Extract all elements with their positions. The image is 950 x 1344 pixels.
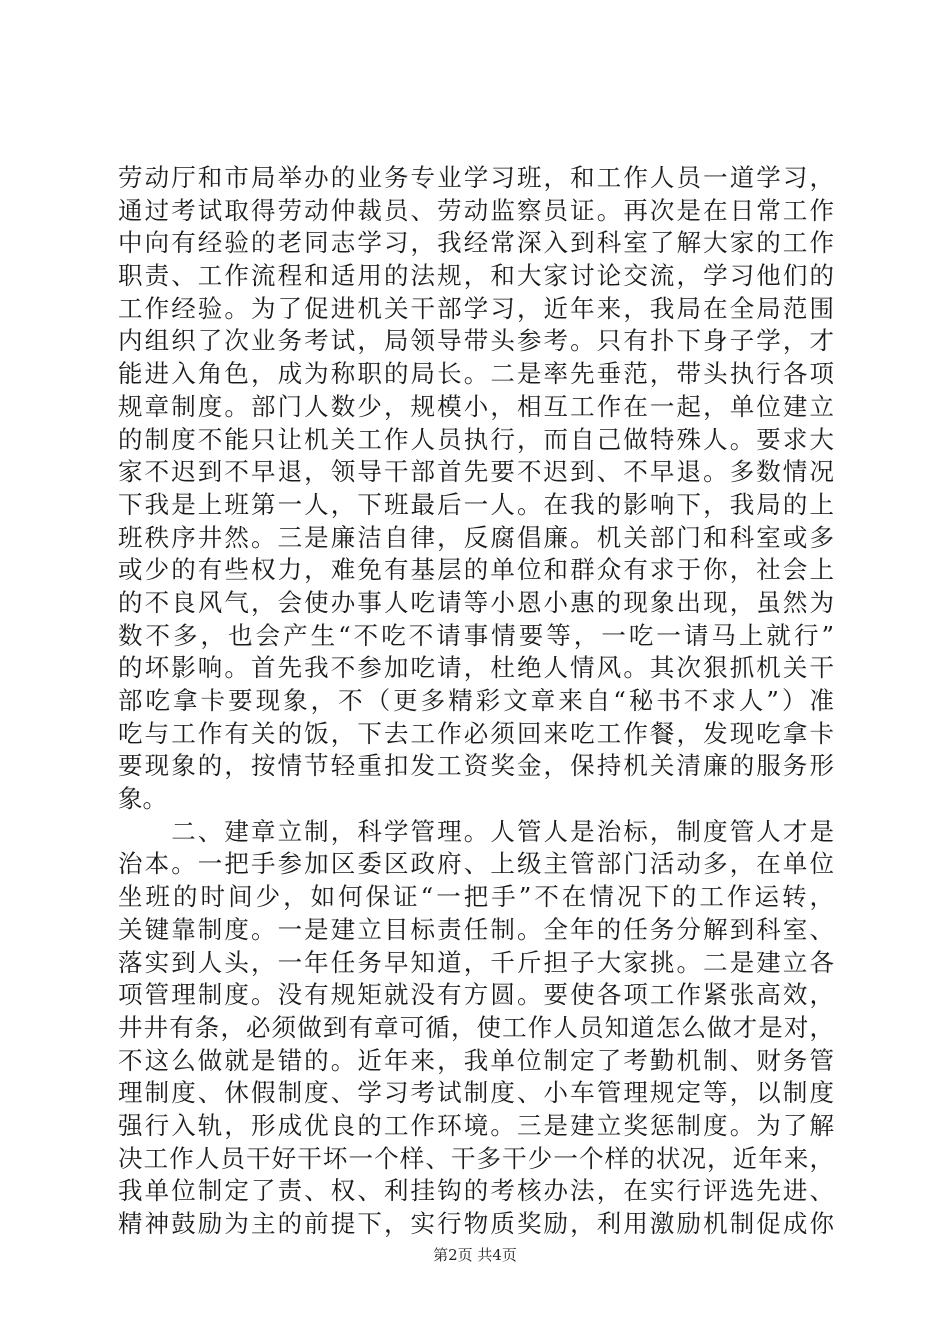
text-line: 项管理制度。没有规矩就没有方圆。要使各项工作紧张高效，	[118, 980, 834, 1010]
text-line: 坐班的时间少，如何保证“一把手”不在情况下的工作运转，	[118, 882, 834, 912]
text-line: 职责、工作流程和适用的法规，和大家讨论交流，学习他们的	[118, 261, 834, 291]
text-line: 决工作人员干好干坏一个样、干多干少一个样的状况，近年来，	[118, 1143, 834, 1173]
text-line: 部吃拿卡要现象，不（更多精彩文章来自“秘书不求人”）准	[118, 686, 834, 715]
text-line: 中向有经验的老同志学习，我经常深入到科室了解大家的工作	[118, 228, 834, 258]
text-line: 数不多，也会产生“不吃不请事情要等，一吃一请马上就行”	[118, 620, 834, 650]
text-line: 工作经验。为了促进机关干部学习，近年来，我局在全局范围	[118, 293, 834, 323]
text-line: 的坏影响。首先我不参加吃请，杜绝人情风。其次狠抓机关干	[118, 653, 834, 683]
text-line: 或少的有些权力，难免有基层的单位和群众有求于你，社会上	[118, 555, 834, 585]
text-line: 的制度不能只让机关工作人员执行，而自己做特殊人。要求大	[118, 424, 834, 454]
text-line: 落实到人头，一年任务早知道，千斤担子大家挑。二是建立各	[118, 947, 834, 977]
text-line: 要现象的，按情节轻重扣发工资奖金，保持机关清廉的服务形	[118, 751, 834, 781]
text-line: 内组织了次业务考试，局领导带头参考。只有扑下身子学，才	[118, 326, 834, 356]
text-line: 不这么做就是错的。近年来，我单位制定了考勤机制、财务管	[118, 1045, 834, 1075]
text-line: 规章制度。部门人数少，规模小，相互工作在一起，单位建立	[118, 391, 834, 421]
text-line: 家不迟到不早退，领导干部首先要不迟到、不早退。多数情况	[118, 457, 834, 487]
text-line: 井井有条，必须做到有章可循，使工作人员知道怎么做才是对，	[118, 1012, 834, 1042]
text-line: 关键靠制度。一是建立目标责任制。全年的任务分解到科室、	[118, 914, 834, 944]
text-line: 治本。一把手参加区委区政府、上级主管部门活动多，在单位	[118, 849, 834, 879]
text-line: 吃与工作有关的饭，下去工作必须回来吃工作餐，发现吃拿卡	[118, 718, 834, 748]
text-line: 精神鼓励为主的前提下，实行物质奖励，利用激励机制促成你	[118, 1209, 834, 1238]
text-line: 能进入角色，成为称职的局长。二是率先垂范，带头执行各项	[118, 359, 834, 389]
text-line: 的不良风气，会使办事人吃请等小恩小惠的现象出现，虽然为	[118, 587, 834, 617]
text-line: 通过考试取得劳动仲裁员、劳动监察员证。再次是在日常工作	[118, 195, 834, 225]
text-line: 班秩序井然。三是廉洁自律，反腐倡廉。机关部门和科室或多	[118, 522, 834, 552]
text-line: 强行入轨，形成优良的工作环境。三是建立奖惩制度。为了解	[118, 1110, 834, 1140]
text-line: 我单位制定了责、权、利挂钩的考核办法，在实行评选先进、	[118, 1176, 834, 1206]
text-line: 二、建章立制，科学管理。人管人是治标，制度管人才是	[118, 816, 834, 846]
body-text	[118, 162, 834, 1241]
text-line: 下我是上班第一人，下班最后一人。在我的影响下，我局的上	[118, 489, 834, 519]
text-line: 理制度、休假制度、学习考试制度、小车管理规定等，以制度	[118, 1078, 834, 1108]
text-line: 劳动厅和市局举办的业务专业学习班，和工作人员一道学习，	[118, 163, 834, 192]
page-footer: 第2页 共4页	[433, 1246, 517, 1264]
text-line: 象。	[118, 784, 167, 814]
